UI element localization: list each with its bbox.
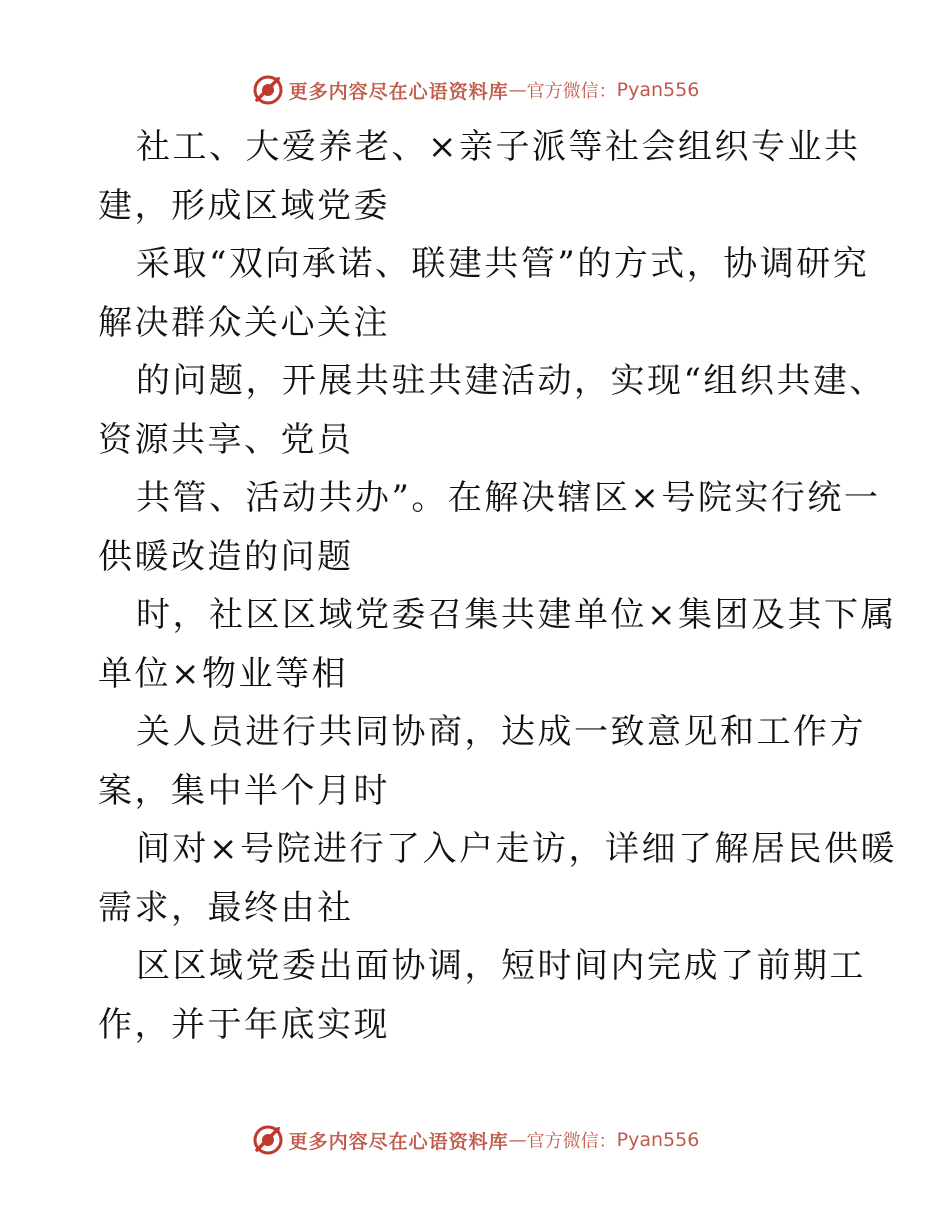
brand-logo-icon	[251, 1123, 285, 1157]
text-line: 时，社区区域党委召集共建单位×集团及其下属	[136, 595, 897, 635]
text-line: 解决群众关心关注	[98, 302, 390, 343]
text-line: 区区域党委出面协调，短时间内完成了前期工	[136, 946, 866, 986]
text-line: 需求，最终由社	[98, 887, 354, 928]
text-line: 作，并于年底实现	[98, 1004, 390, 1045]
banner-slogan: 更多内容尽在心语资料库	[288, 80, 509, 103]
header-banner	[0, 70, 950, 110]
text-line: 间对×号院进行了入户走访，详细了解居民供暖	[136, 829, 897, 869]
banner-slogan: 更多内容尽在心语资料库	[288, 1130, 509, 1153]
footer-banner	[0, 1120, 950, 1160]
banner-separator: —	[508, 79, 527, 101]
text-line: 供暖改造的问题	[98, 536, 354, 577]
banner-wechat-label: 官方微信：	[526, 1131, 617, 1152]
banner-separator: —	[508, 1129, 527, 1151]
banner-wechat-id: Pyan556	[616, 1129, 700, 1151]
text-line: 单位×物业等相	[98, 653, 348, 694]
brand-logo-icon	[251, 73, 285, 107]
text-line: 建，形成区域党委	[98, 185, 390, 226]
banner-wechat-id: Pyan556	[616, 79, 700, 101]
text-line: 共管、活动共办”。在解决辖区×号院实行统一	[136, 478, 881, 518]
text-line: 案，集中半个月时	[98, 770, 390, 811]
text-line: 的问题，开展共驻共建活动，实现“组织共建、	[136, 361, 886, 401]
document-body	[98, 118, 897, 1054]
text-line: 关人员进行共同协商，达成一致意见和工作方	[136, 712, 866, 752]
text-line: 社工、大爱养老、×亲子派等社会组织专业共	[136, 127, 861, 167]
text-line: 采取“双向承诺、联建共管”的方式，协调研究	[136, 244, 870, 284]
text-line: 资源共享、党员	[98, 419, 354, 460]
banner-wechat-label: 官方微信：	[526, 81, 617, 102]
